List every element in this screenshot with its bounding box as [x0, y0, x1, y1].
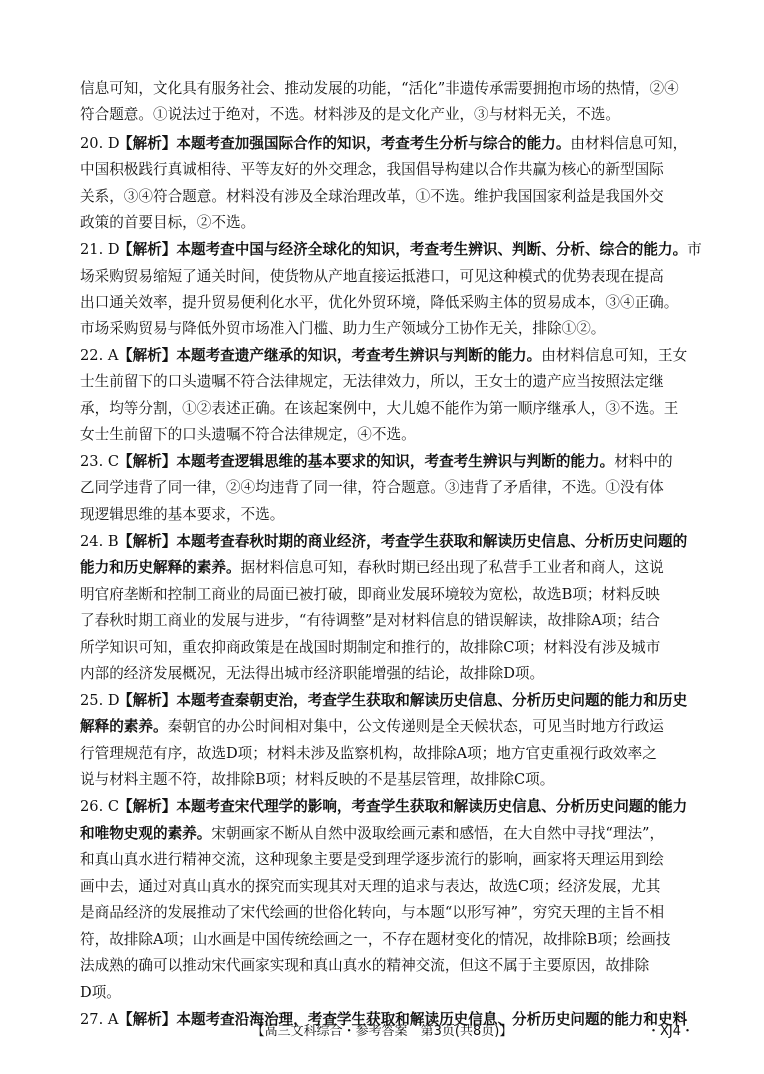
answer-item-line [80, 694, 694, 709]
answer-text-line [80, 375, 694, 390]
analysis-text: 秦朝官的办公时间相对集中，公文传递则是全天候状态，可见当时地方行政运 [167, 718, 664, 735]
analysis-text: 和真山真水进行精神交流，这种现象主要是受到理学逐步流行的影响，画家将天理运用到绘 [80, 851, 664, 868]
answer-number: 23. C [80, 453, 120, 470]
answer-text-line [80, 641, 694, 656]
analysis-text: 出口通关效率，提升贸易便利化水平，优化外贸环境，降低采购主体的贸易成本，③④正确。 [80, 294, 679, 311]
analysis-text: 由材料信息可知，王女 [541, 347, 688, 364]
analysis-text: 符合题意。①说法过于绝对，不选。材料涉及的是文化产业，③与材料无关，不选。 [80, 106, 620, 123]
answer-item-line [80, 349, 694, 364]
analysis-text: 现逻辑思维的基本要求，不选。 [80, 506, 285, 523]
analysis-text: 信息可知，文化具有服务社会、推动发展的功能，“活化”非遗传承需要拥抱市场的热情，②④ [80, 80, 679, 97]
analysis-heading: 【解析】本题考查宋代理学的影响，考查学生获取和解读历史信息、分析历史问题的能力 [118, 798, 688, 815]
analysis-text: 行管理规范有序，故选D项；材料未涉及监察机构，故排除A项；地方官吏重视行政效率之 [80, 745, 657, 762]
analysis-heading: 【解析】本题考查逻辑思维的基本要求的知识，考查考生辨识与判断的能力。 [118, 453, 615, 470]
analysis-text: 乙同学违背了同一律，②④均违背了同一律，符合题意。③违背了矛盾律，不选。①没有体 [80, 479, 664, 496]
analysis-text: 市场采购贸易与降低外贸市场准入门槛、助力生产领域分工协作无关，排除①②。 [80, 320, 606, 337]
answer-text-line [80, 270, 694, 285]
answer-text-line [80, 720, 694, 735]
answer-item-line [80, 241, 702, 258]
analysis-text: 明官府垄断和控制工商业的局面已被打破，即商业发展环境较为宽松，故选B项；材料反映 [80, 586, 660, 603]
analysis-text: 据材料信息可知，春秋时期已经出现了私营手工业者和商人，这说 [240, 559, 664, 576]
analysis-text: 内部的经济发展概况，无法得出城市经济职能增强的结论，故排除D项。 [80, 665, 545, 682]
analysis-heading: 【解析】本题考查遗产继承的知识，考查考生辨识与判断的能力。 [118, 347, 542, 364]
answer-text-line [80, 508, 694, 523]
analysis-text: 由材料信息可知， [570, 135, 688, 152]
analysis-text: 是商品经济的发展推动了宋代绘画的世俗化转向，与本题“以形写神”，穷究天理的主旨不相 [80, 904, 665, 921]
analysis-text: 政策的首要目标，②不选。 [80, 214, 256, 231]
answer-text-line [80, 773, 694, 788]
answer-text-line [80, 614, 694, 629]
answer-text-line [80, 190, 694, 205]
footer-page-info: 【高三文科综合・参考答案 第3页(共8页)】 [251, 1024, 513, 1039]
answer-item-line [80, 535, 694, 550]
answer-text-line [80, 933, 694, 948]
analysis-text: 法成熟的确可以推动宋代画家实现和真山真水的精神交流，但这不属于主要原因，故排除 [80, 957, 650, 974]
analysis-heading: 【解析】本题考查秦朝吏治，考查学生获取和解读历史信息、分析历史问题的能力和历史 [118, 692, 688, 709]
answer-text-line [80, 322, 694, 337]
analysis-heading: 【解析】本题考查沿海治理，考查学生获取和解读历史信息、分析历史问题的能力和史料 [118, 1011, 688, 1028]
answer-text-line [80, 108, 694, 123]
answer-text-line [80, 163, 694, 178]
answer-text-line [80, 747, 694, 762]
answer-text-line [80, 667, 694, 682]
answer-item-line [80, 455, 694, 470]
answer-text-line [80, 216, 694, 231]
analysis-text: 了春秋时期工商业的发展与进步，“有待调整”是对材料信息的错误解读，故排除A项；结合 [80, 612, 661, 629]
footer-code: ・XJ4・ [646, 1024, 694, 1039]
analysis-heading: 【解析】本题考查加强国际合作的知识，考查考生分析与综合的能力。 [118, 135, 571, 152]
answer-text-line [80, 561, 694, 576]
answer-text-line [80, 853, 694, 868]
answer-number: 21. D [80, 241, 120, 258]
answer-number: 22. A [80, 347, 119, 364]
analysis-text: 女士生前留下的口头遗嘱不符合法律规定，④不选。 [80, 426, 416, 443]
analysis-text: 场采购贸易缩短了通关时间，使货物从产地直接运抵港口，可见这种模式的优势表现在提高 [80, 268, 664, 285]
analysis-text: 关系，③④符合题意。材料没有涉及全球治理改革，①不选。维护我国国家利益是我国外交 [80, 188, 664, 205]
answer-text-line [80, 82, 694, 97]
answer-text-line [80, 481, 694, 496]
analysis-text: 符，故排除A项；山水画是中国传统绘画之一，不存在题材变化的情况，故排除B项；绘画技 [80, 931, 671, 948]
answer-item-line [80, 137, 694, 152]
answer-text-line [80, 880, 694, 895]
analysis-text: 材料中的 [614, 453, 673, 470]
analysis-text: 中国积极践行真诚相待、平等友好的外交理念，我国倡导构建以合作共赢为核心的新型国际 [80, 161, 664, 178]
answer-number: 26. C [80, 798, 120, 815]
answer-text-line [80, 402, 694, 417]
analysis-heading: 能力和历史解释的素养。 [80, 559, 241, 576]
analysis-text: 画中去，通过对真山真水的探究而实现其对天理的追求与表达，故选C项；经济发展，尤其 [80, 878, 661, 895]
answer-text-line [80, 906, 694, 921]
answer-text-line [80, 296, 694, 311]
answer-text-line [80, 959, 694, 974]
analysis-heading: 解释的素养。 [80, 718, 168, 735]
analysis-text: D项。 [80, 984, 121, 1001]
answer-text-line [80, 827, 694, 842]
answer-item-line [80, 800, 694, 815]
analysis-text: 士生前留下的口头遗嘱不符合法律规定，无法律效力，所以，王女士的遗产应当按照法定继 [80, 373, 664, 390]
answer-number: 25. D [80, 692, 120, 709]
analysis-heading: 【解析】本题考查春秋时期的商业经济，考查学生获取和解读历史信息、分析历史问题的 [118, 533, 688, 550]
answer-text-line [80, 428, 694, 443]
analysis-text: 市 [687, 241, 702, 258]
analysis-text: 说与材料主题不符，故排除B项；材料反映的不是基层管理，故排除C项。 [80, 771, 555, 788]
analysis-heading: 和唯物史观的素养。 [80, 825, 212, 842]
analysis-text: 承，均等分割，①②表述正确。在该起案例中，大儿媳不能作为第一顺序继承人，③不选。王 [80, 400, 679, 417]
analysis-text: 宋朝画家不断从自然中汲取绘画元素和感悟，在大自然中寻找“理法”， [211, 825, 665, 842]
analysis-text: 所学知识可知，重农抑商政策是在战国时期制定和推行的，故排除C项；材料没有涉及城市 [80, 639, 661, 656]
answer-number: 20. D [80, 135, 120, 152]
answer-text-line [80, 588, 694, 603]
analysis-heading: 【解析】本题考查中国与经济全球化的知识，考查考生辨识、判断、分析、综合的能力。 [118, 241, 688, 258]
answer-number: 24. B [80, 533, 119, 550]
answer-number: 27. A [80, 1011, 119, 1028]
answer-text-line [80, 986, 694, 1001]
